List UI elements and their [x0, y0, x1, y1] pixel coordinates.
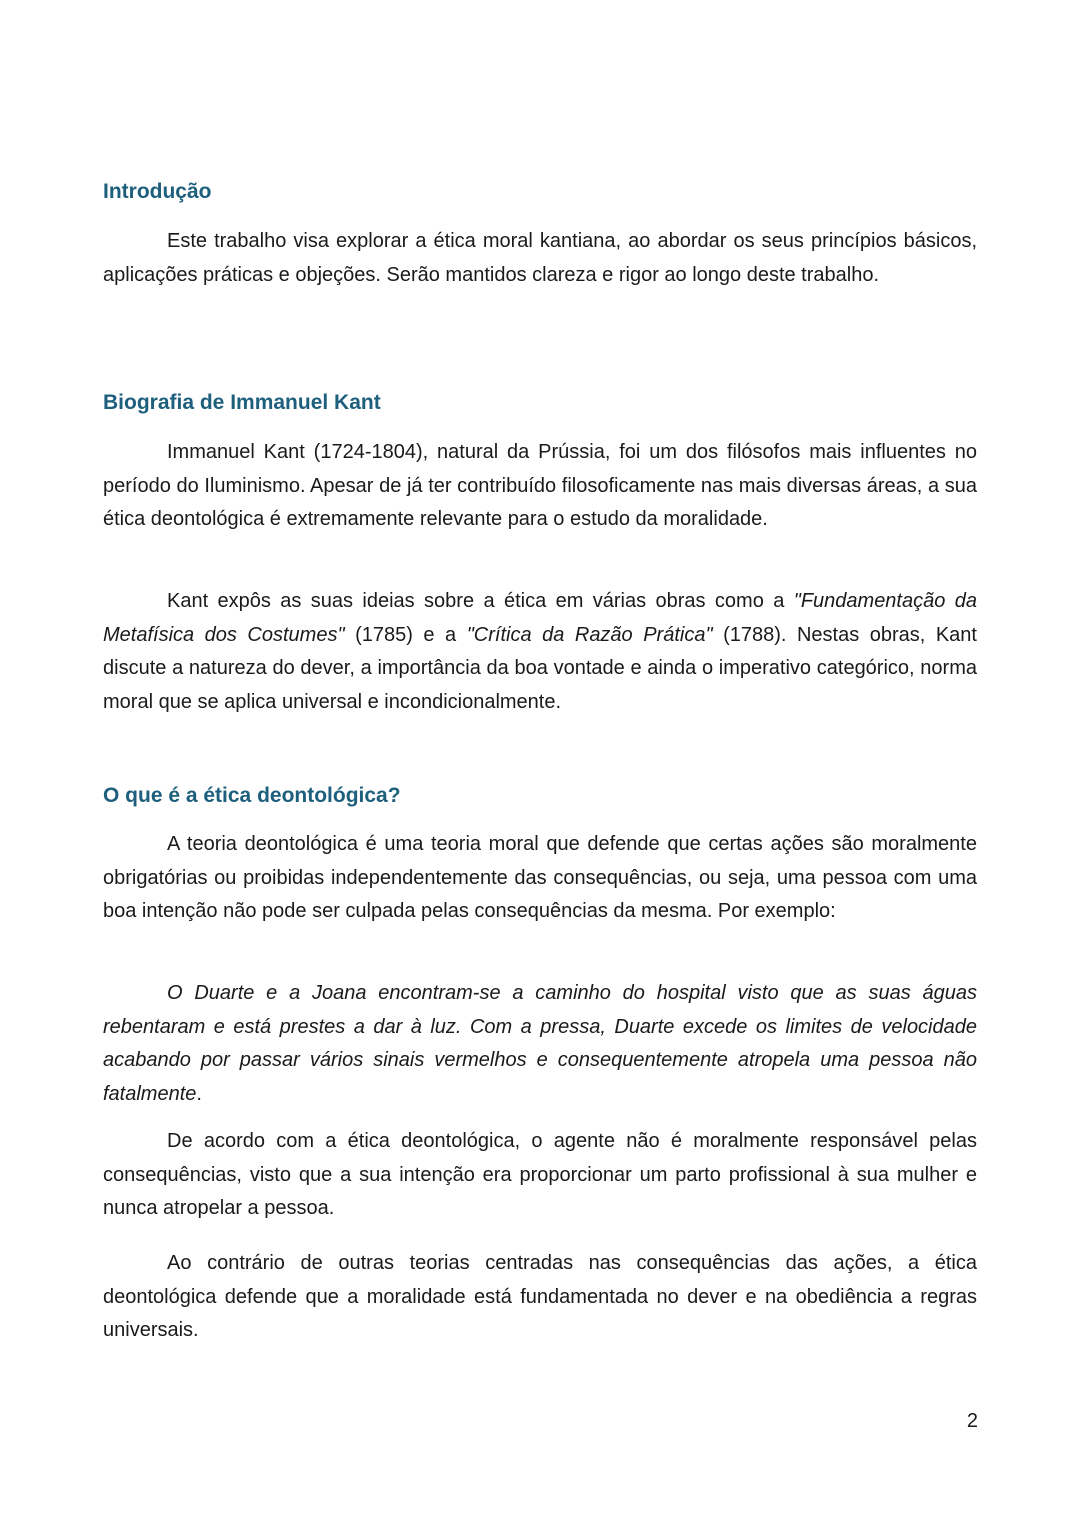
example-paragraph [103, 977, 977, 1111]
work-title-critica: "Crítica da Razão Prática" [466, 623, 713, 646]
section-heading-biografia: Biografia de Immanuel Kant [103, 391, 381, 414]
responsibility-paragraph: De acordo com a ética deontológica, o agente não é moralmente responsável pelas consequências, visto que a sua intenção era proporcionar um parto profissional à sua mulher e nunca atropelar a pessoa. [103, 1130, 977, 1219]
works-text-3: (1788). Nestas obras, Kant discute a natureza do dever, a importância da boa vontade e ainda o imperativo categórico, norma moral que se aplica universal e incondicionalmente. [103, 623, 977, 713]
example-period: . [196, 1082, 202, 1105]
example-italic-text: O Duarte e a Joana encontram-se a caminho do hospital visto que as suas águas rebentaram e está prestes a dar à luz. Com a pressa, Duarte excede os limites de velocidade acabando por passar vários sinais vermelhos e consequentemente atropela uma pessoa não fatalmente [103, 982, 977, 1105]
biography-works-paragraph [103, 585, 977, 719]
contrast-paragraph: Ao contrário de outras teorias centradas nas consequências das ações, a ética deontológica defende que a moralidade está fundamentada no dever e na obediência a regras universais. [103, 1252, 977, 1341]
intro-paragraph: Este trabalho visa explorar a ética moral kantiana, ao abordar os seus princípios básicos, aplicações práticas e objeções. Serão mantidos clareza e rigor ao longo deste trabalho. [103, 230, 977, 286]
section-heading-introducao: Introdução [103, 180, 212, 203]
section-heading-etica-deontologica: O que é a ética deontológica? [103, 784, 401, 807]
deontology-definition-paragraph: A teoria deontológica é uma teoria moral que defende que certas ações são moralmente obrigatórias ou proibidas independentemente das consequências, ou seja, uma pessoa com uma boa intenção não pode ser culpada pelas consequências da mesma. Por exemplo: [103, 833, 977, 922]
page-number: 2 [966, 1410, 978, 1432]
works-text-1: Kant expôs as suas ideias sobre a ética em várias obras como a [167, 590, 794, 612]
work-title-fundamentacao: "Fundamentação da Metafísica dos Costumes" [103, 590, 977, 646]
works-text-2: (1785) e a [344, 623, 467, 646]
biography-paragraph: Immanuel Kant (1724-1804), natural da Prússia, foi um dos filósofos mais influentes no período do Iluminismo. Apesar de já ter contribuído filosoficamente nas mais diversas áreas, a sua ética deontológica é extremamente relevante para o estudo da moralidade. [103, 441, 977, 530]
